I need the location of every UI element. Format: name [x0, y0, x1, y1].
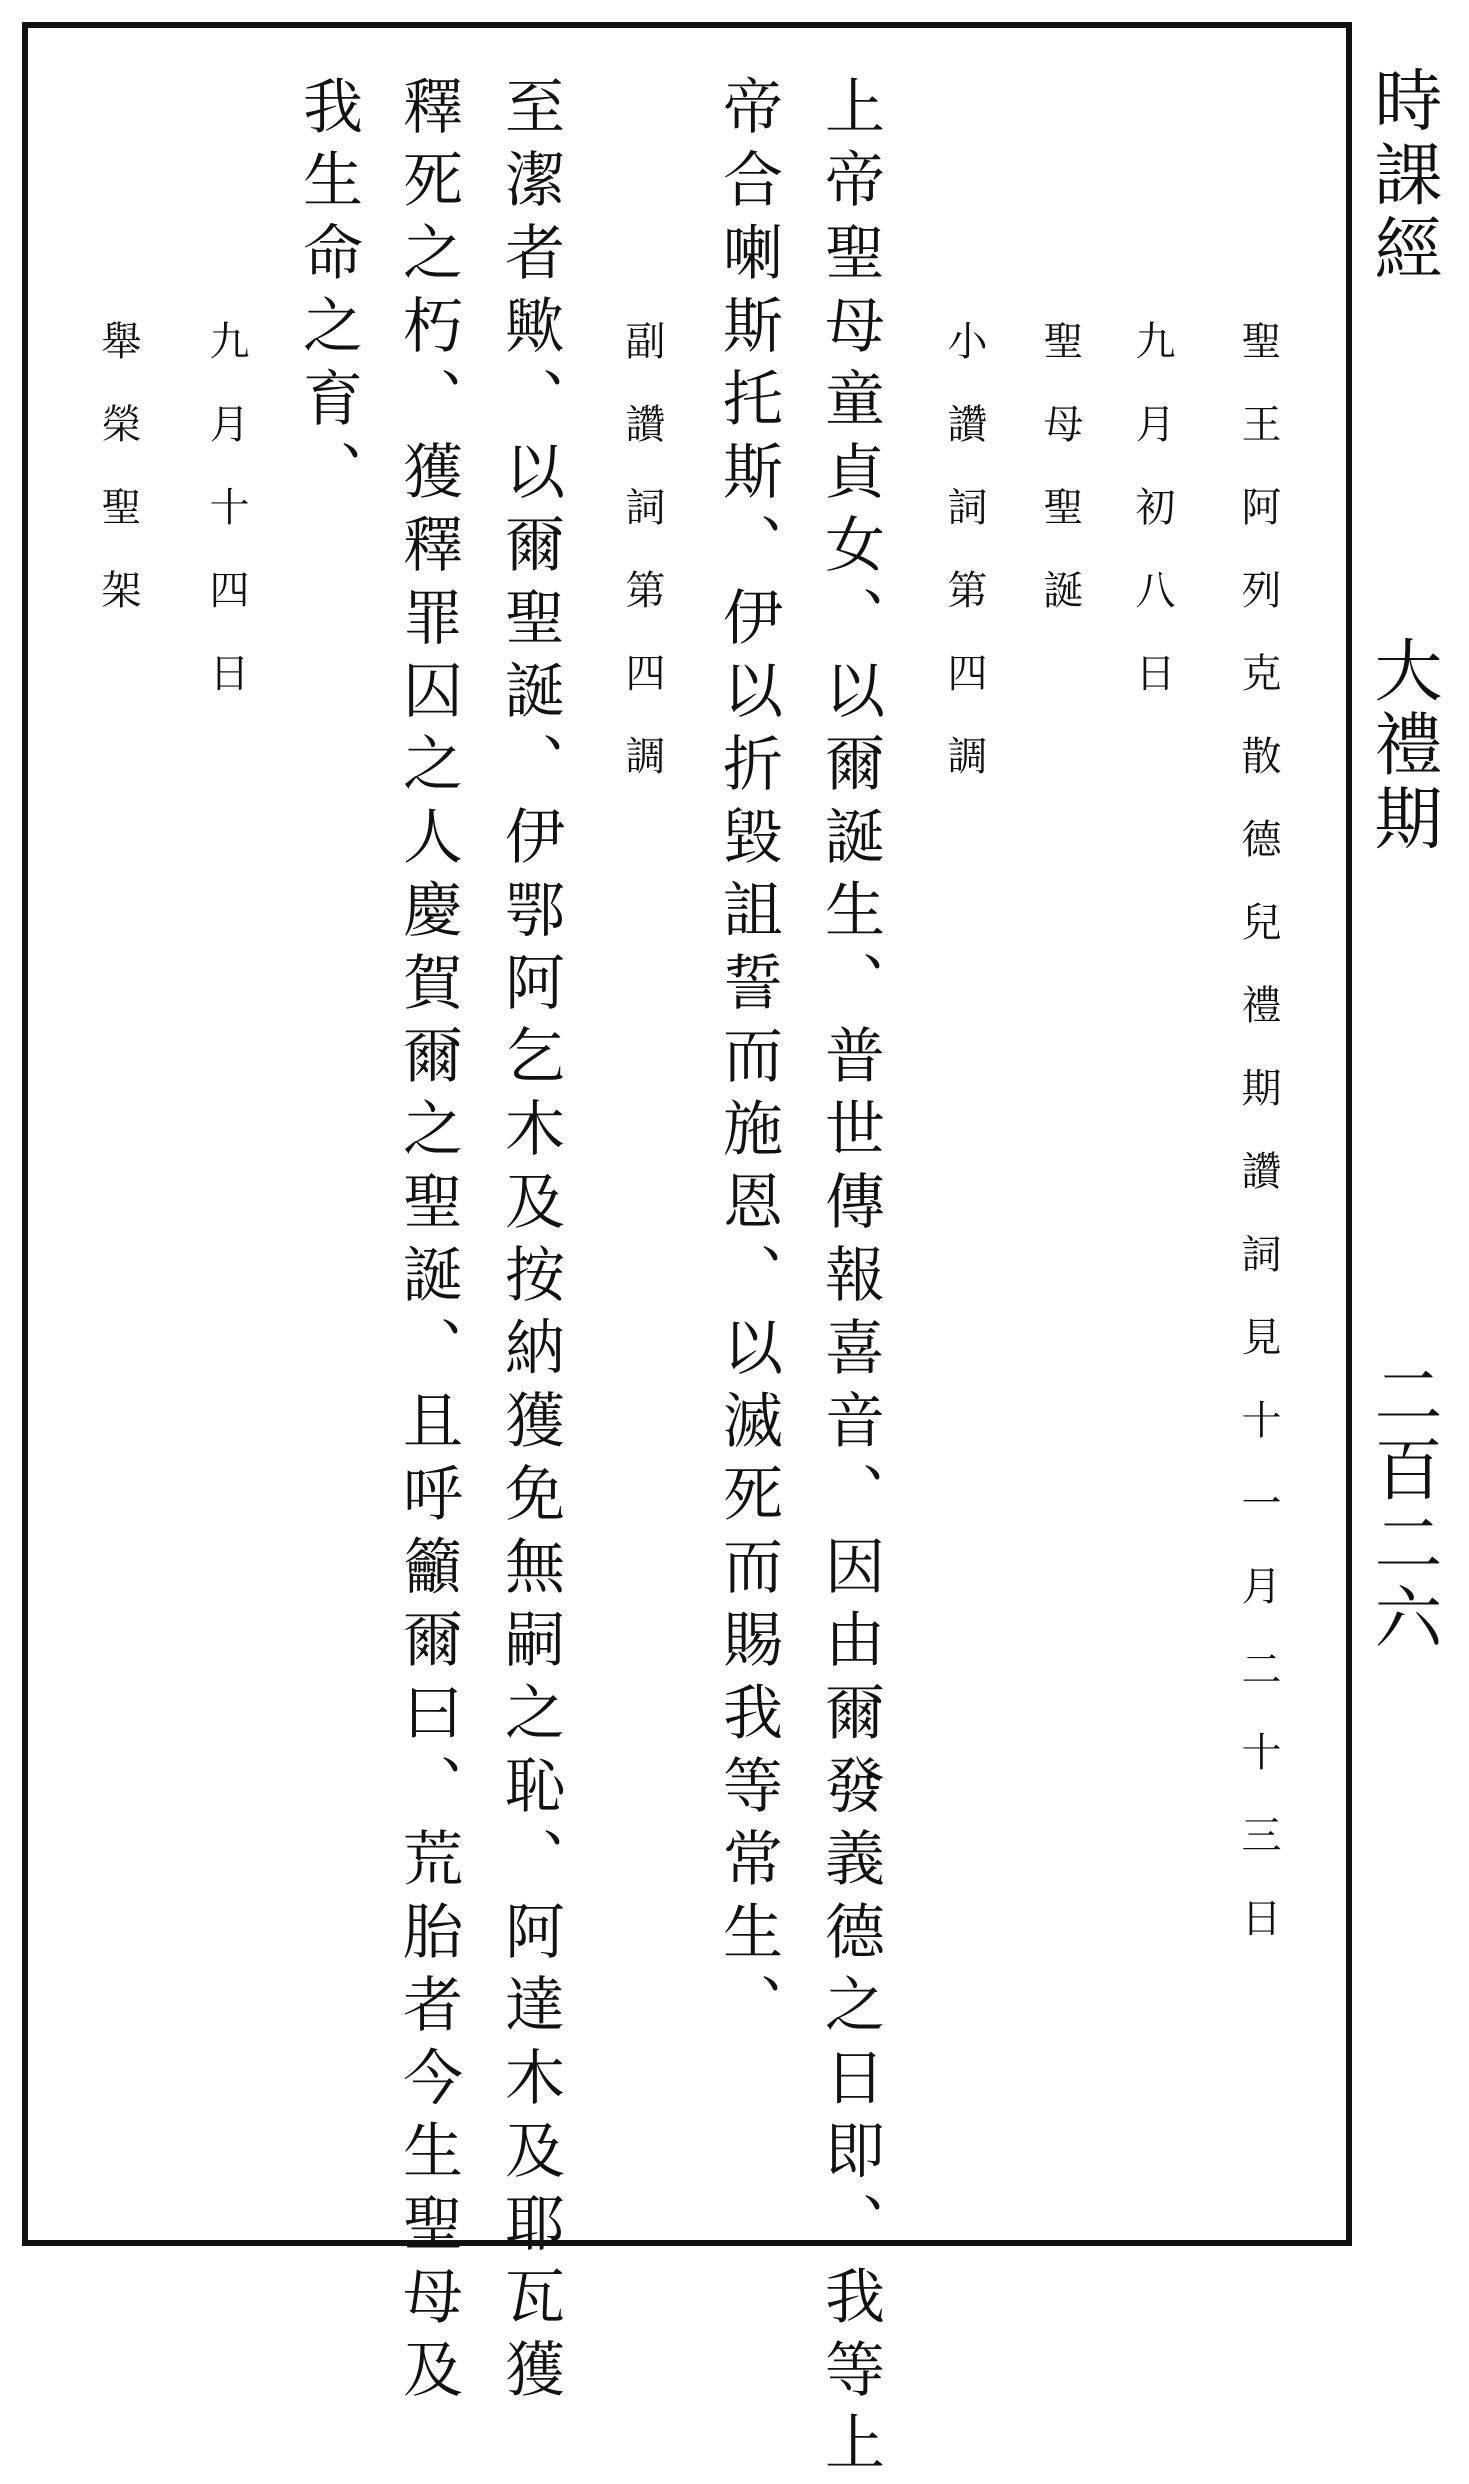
troparion-line-1: 上帝聖母童貞女、以爾誕生、普世傳報喜音、因由爾發義德之日即、我等上	[815, 75, 885, 2484]
kontakion-line-1: 至潔者歟、以爾聖誕、伊鄂阿乞木及按納獲免無嗣之恥、阿達木及耶瓦獲	[495, 75, 565, 2411]
feast-title-exaltation: 舉榮聖架	[95, 320, 141, 652]
kontakion-line-2: 釋死之朽、獲釋罪囚之人慶賀爾之聖誕、且呼籲爾曰、荒胎者今生聖母及	[393, 75, 463, 2411]
troparion-line-2: 帝合喇斯托斯、伊以折毀詛誓而施恩、以滅死而賜我等常生、	[713, 75, 783, 2046]
feast-date-sept-14: 九月十四日	[203, 320, 249, 735]
troparion-heading: 小讚詞第四調	[941, 320, 987, 818]
kontakion-line-3: 我生命之育、	[293, 75, 363, 513]
book-title: 時課經	[1363, 65, 1442, 287]
section-title: 大禮期	[1363, 635, 1442, 857]
feast-title-nativity: 聖母聖誕	[1037, 320, 1083, 652]
commemoration-note: 聖王阿列克散德兒禮期讚詞見十一月二十三日	[1235, 320, 1281, 1980]
page-number: 二百二六	[1363, 1360, 1442, 1656]
kontakion-heading: 副讚詞第四調	[619, 320, 665, 818]
feast-date-sept-8: 九月初八日	[1129, 320, 1175, 735]
